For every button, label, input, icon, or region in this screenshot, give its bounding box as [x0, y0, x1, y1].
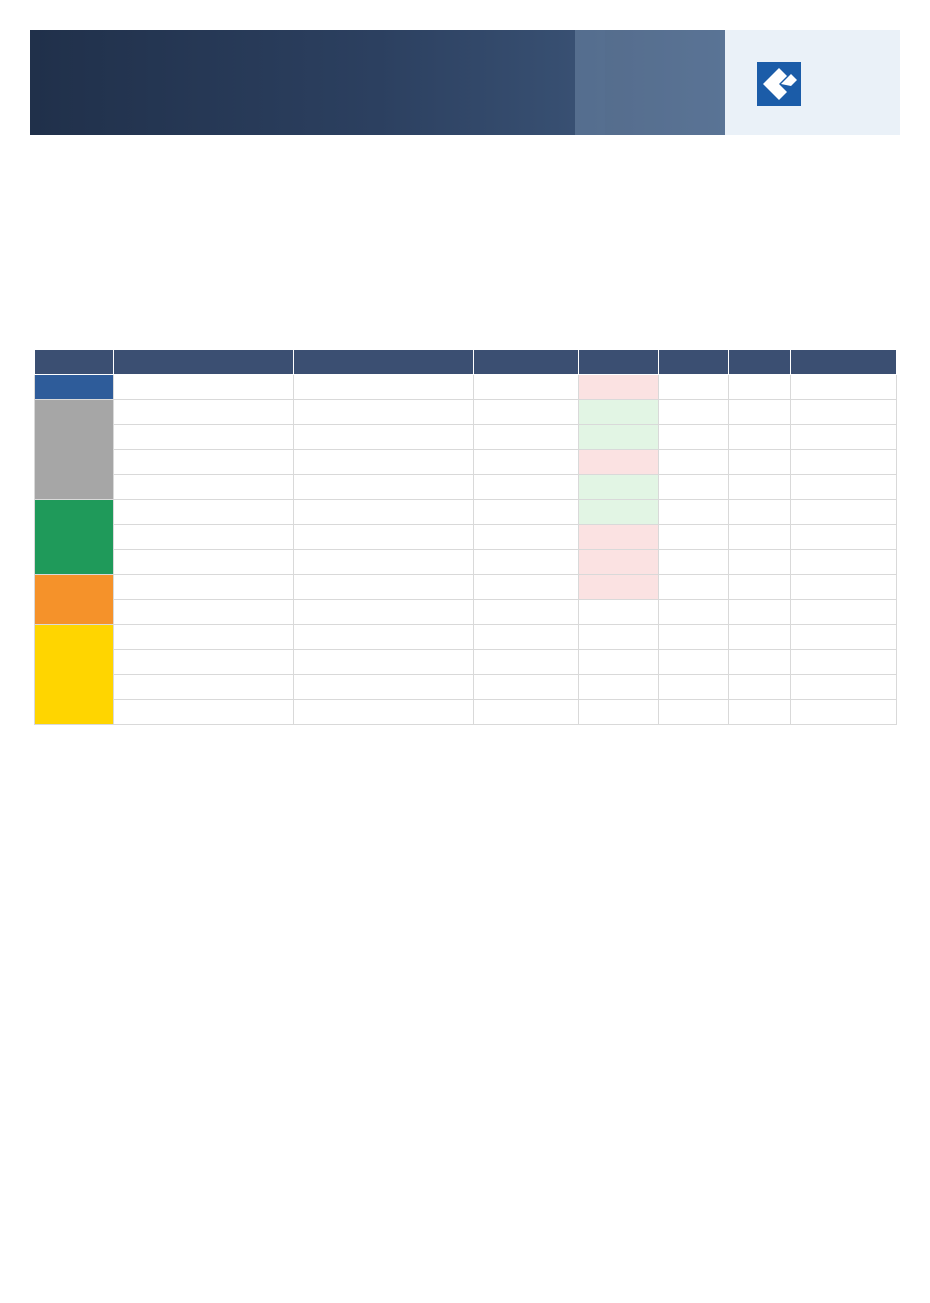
column-header — [791, 350, 897, 375]
value-cell — [474, 675, 579, 700]
diff-cell — [579, 600, 659, 625]
value-cell — [474, 500, 579, 525]
freq-cell — [729, 575, 791, 600]
nanhua-logo-icon — [757, 62, 801, 106]
indicator-cell — [114, 450, 294, 475]
date-cell — [294, 650, 474, 675]
column-header — [35, 350, 114, 375]
indicator-cell — [114, 600, 294, 625]
column-header — [294, 350, 474, 375]
value-cell — [474, 425, 579, 450]
table-row — [35, 475, 897, 500]
unit-cell — [791, 675, 897, 700]
diff-cell — [579, 575, 659, 600]
unit-cell — [791, 625, 897, 650]
diff-cell — [579, 525, 659, 550]
diff-cell — [579, 425, 659, 450]
yoy-cell — [659, 650, 729, 675]
date-cell — [294, 500, 474, 525]
indicator-cell — [114, 475, 294, 500]
category-cell — [35, 375, 114, 400]
freq-cell — [729, 525, 791, 550]
unit-cell — [791, 425, 897, 450]
yoy-cell — [659, 625, 729, 650]
indicator-cell — [114, 425, 294, 450]
diff-cell — [579, 500, 659, 525]
unit-cell — [791, 375, 897, 400]
unit-cell — [791, 650, 897, 675]
column-header — [579, 350, 659, 375]
logo-box — [725, 30, 900, 135]
value-cell — [474, 525, 579, 550]
diff-cell — [579, 450, 659, 475]
yoy-cell — [659, 550, 729, 575]
freq-cell — [729, 375, 791, 400]
freq-cell — [729, 675, 791, 700]
unit-cell — [791, 525, 897, 550]
table-row — [35, 450, 897, 475]
diff-cell — [579, 375, 659, 400]
yoy-cell — [659, 375, 729, 400]
yoy-cell — [659, 525, 729, 550]
freq-cell — [729, 650, 791, 675]
table-row — [35, 675, 897, 700]
table-row — [35, 425, 897, 450]
value-cell — [474, 575, 579, 600]
category-cell — [35, 625, 114, 725]
unit-cell — [791, 400, 897, 425]
column-header — [729, 350, 791, 375]
table-row — [35, 575, 897, 600]
date-cell — [294, 600, 474, 625]
category-cell — [35, 400, 114, 500]
diff-cell — [579, 550, 659, 575]
yoy-cell — [659, 575, 729, 600]
table-row — [35, 625, 897, 650]
indicator-cell — [114, 700, 294, 725]
date-cell — [294, 675, 474, 700]
date-cell — [294, 475, 474, 500]
unit-cell — [791, 450, 897, 475]
value-cell — [474, 400, 579, 425]
unit-cell — [791, 600, 897, 625]
date-cell — [294, 575, 474, 600]
date-cell — [294, 625, 474, 650]
value-cell — [474, 625, 579, 650]
freq-cell — [729, 450, 791, 475]
value-cell — [474, 550, 579, 575]
freq-cell — [729, 600, 791, 625]
indicator-cell — [114, 650, 294, 675]
yoy-cell — [659, 600, 729, 625]
indicator-cell — [114, 500, 294, 525]
date-cell — [294, 525, 474, 550]
banner-stripe — [575, 30, 605, 135]
unit-cell — [791, 500, 897, 525]
diff-cell — [579, 675, 659, 700]
freq-cell — [729, 625, 791, 650]
value-cell — [474, 475, 579, 500]
unit-cell — [791, 700, 897, 725]
yoy-cell — [659, 500, 729, 525]
column-header — [474, 350, 579, 375]
column-header — [659, 350, 729, 375]
table-row — [35, 500, 897, 525]
banner-stripe — [605, 30, 725, 135]
header-banner — [30, 30, 900, 135]
table-row — [35, 650, 897, 675]
category-cell — [35, 575, 114, 625]
date-cell — [294, 700, 474, 725]
date-cell — [294, 450, 474, 475]
indicator-cell — [114, 375, 294, 400]
indicator-cell — [114, 675, 294, 700]
freq-cell — [729, 500, 791, 525]
diff-cell — [579, 400, 659, 425]
indicator-cell — [114, 400, 294, 425]
table-body — [35, 375, 897, 725]
indicator-cell — [114, 625, 294, 650]
diff-cell — [579, 700, 659, 725]
freq-cell — [729, 400, 791, 425]
freq-cell — [729, 550, 791, 575]
yoy-cell — [659, 475, 729, 500]
date-cell — [294, 550, 474, 575]
unit-cell — [791, 475, 897, 500]
table-header-row — [35, 350, 897, 375]
yoy-cell — [659, 450, 729, 475]
column-header — [114, 350, 294, 375]
table-row — [35, 600, 897, 625]
indicator-cell — [114, 550, 294, 575]
table-row — [35, 400, 897, 425]
yoy-cell — [659, 425, 729, 450]
data-overview-table — [34, 349, 897, 725]
unit-cell — [791, 575, 897, 600]
freq-cell — [729, 425, 791, 450]
value-cell — [474, 450, 579, 475]
yoy-cell — [659, 675, 729, 700]
value-cell — [474, 650, 579, 675]
table-row — [35, 375, 897, 400]
freq-cell — [729, 475, 791, 500]
freq-cell — [729, 700, 791, 725]
date-cell — [294, 400, 474, 425]
unit-cell — [791, 550, 897, 575]
diff-cell — [579, 650, 659, 675]
date-cell — [294, 425, 474, 450]
table-row — [35, 525, 897, 550]
yoy-cell — [659, 400, 729, 425]
category-cell — [35, 500, 114, 575]
table-row — [35, 550, 897, 575]
table-row — [35, 700, 897, 725]
yoy-cell — [659, 700, 729, 725]
value-cell — [474, 700, 579, 725]
indicator-cell — [114, 575, 294, 600]
diff-cell — [579, 625, 659, 650]
date-cell — [294, 375, 474, 400]
value-cell — [474, 375, 579, 400]
indicator-cell — [114, 525, 294, 550]
diff-cell — [579, 475, 659, 500]
value-cell — [474, 600, 579, 625]
